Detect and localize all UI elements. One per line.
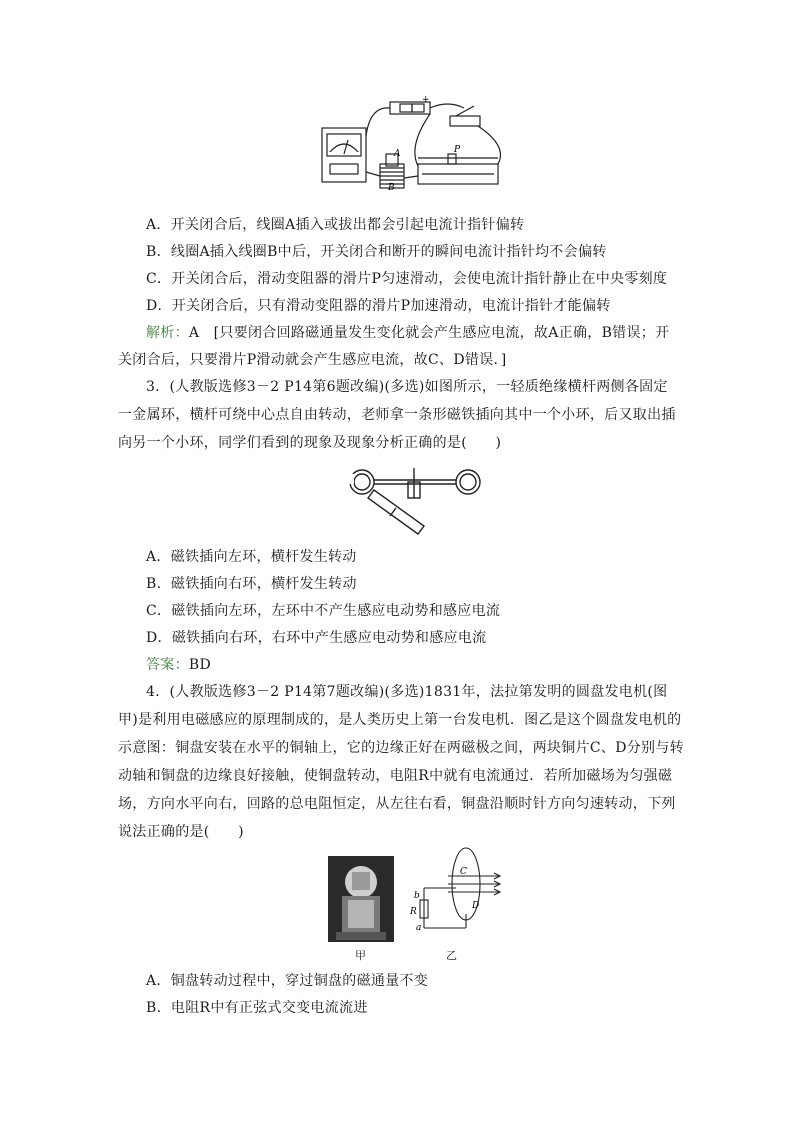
q2-option-d: D．开关闭合后，只有滑动变阻器的滑片P加速滑动，电流计指针才能偏转 xyxy=(146,298,611,314)
q4-stem-line-6: 说法正确的是( ) xyxy=(118,824,244,840)
q3-option-c: C．磁铁插向左环，左环中不产生感应电动势和感应电流 xyxy=(146,603,501,619)
q4-stem-line-2: 甲)是利用电磁感应的原理制成的，是人类历史上第一台发电机．图乙是这个圆盘发电机的 xyxy=(118,712,682,728)
answer-label: 答案： xyxy=(146,657,189,673)
analysis-text-1: A [只要闭合回路磁通量发生变化就会产生感应电流，故A正确，B错误；开 xyxy=(188,325,670,341)
figure-label-B: B xyxy=(388,183,395,193)
q2-option-a: A．开关闭合后，线圈A插入或拔出都会引起电流计指针偏转 xyxy=(146,217,525,233)
q4-option-a: A．铜盘转动过程中，穿过铜盘的磁通量不变 xyxy=(146,973,429,989)
schematic-label-b: b xyxy=(414,891,420,901)
caption-yi: 乙 xyxy=(446,949,457,962)
schematic-label-R: R xyxy=(410,907,417,917)
q3-stem-line-1: 3．(人教版选修3－2 P14第6题改编)(多选)如图所示，一轻质绝缘横杆两侧各固定 xyxy=(146,379,668,395)
schematic-label-C: C xyxy=(460,867,467,877)
figure-label-plus: + xyxy=(422,96,430,105)
q4-stem-line-1: 4．(人教版选修3－2 P14第7题改编)(多选)1831年，法拉第发明的圆盘发电机(图 xyxy=(146,684,668,700)
q2-option-c: C．开关闭合后，滑动变阻器的滑片P匀速滑动，会使电流计指针静止在中央零刻度 xyxy=(146,271,668,287)
galvanometer-circuit-figure xyxy=(318,96,518,196)
figure-label-A: A xyxy=(394,149,401,159)
crossbar-rings-figure xyxy=(346,464,486,540)
q3-option-a: A．磁铁插向左环，横杆发生转动 xyxy=(146,549,357,565)
q4-option-b: B．电阻R中有正弦式交变电流流进 xyxy=(146,1000,368,1016)
q2-option-b: B．线圈A插入线圈B中后，开关闭合和断开的瞬间电流计指针均不会偏转 xyxy=(146,244,607,260)
q3-stem-line-3: 向另一个小环，同学们看到的现象及现象分析正确的是( ) xyxy=(118,435,502,451)
schematic-label-a: a xyxy=(416,923,422,933)
q3-answer xyxy=(146,656,211,674)
q4-stem-line-3: 示意图：铜盘安装在水平的铜轴上，它的边缘正好在两磁极之间，两块铜片C、D分别与转 xyxy=(118,740,684,756)
q4-stem-line-4: 动轴和铜盘的边缘良好接触，使铜盘转动，电阻R中就有电流通过．若所加磁场为匀强磁 xyxy=(118,768,673,784)
q3-option-d: D．磁铁插向右环，右环中产生感应电动势和感应电流 xyxy=(146,630,487,646)
disc-generator-schematic xyxy=(408,846,508,942)
disc-generator-photo xyxy=(328,856,394,942)
q2-analysis-line-2: 关闭合后，只要滑片P滑动就会产生感应电流，故C、D错误．] xyxy=(118,352,507,368)
analysis-label: 解析： xyxy=(146,325,189,341)
q2-analysis-line-1 xyxy=(146,324,669,342)
answer-value: BD xyxy=(188,657,212,673)
q4-stem-line-5: 场，方向水平向右，回路的总电阻恒定，从左往右看，铜盘沿顺时针方向匀速转动，下列 xyxy=(118,796,676,812)
caption-jia: 甲 xyxy=(355,949,366,962)
q3-option-b: B．磁铁插向右环，横杆发生转动 xyxy=(146,576,357,592)
figure-label-P: P xyxy=(454,145,461,155)
q3-stem-line-2: 一金属环，横杆可绕中心点自由转动，老师拿一条形磁铁插向其中一个小环，后又取出插 xyxy=(118,407,676,423)
schematic-label-D: D xyxy=(472,901,480,911)
